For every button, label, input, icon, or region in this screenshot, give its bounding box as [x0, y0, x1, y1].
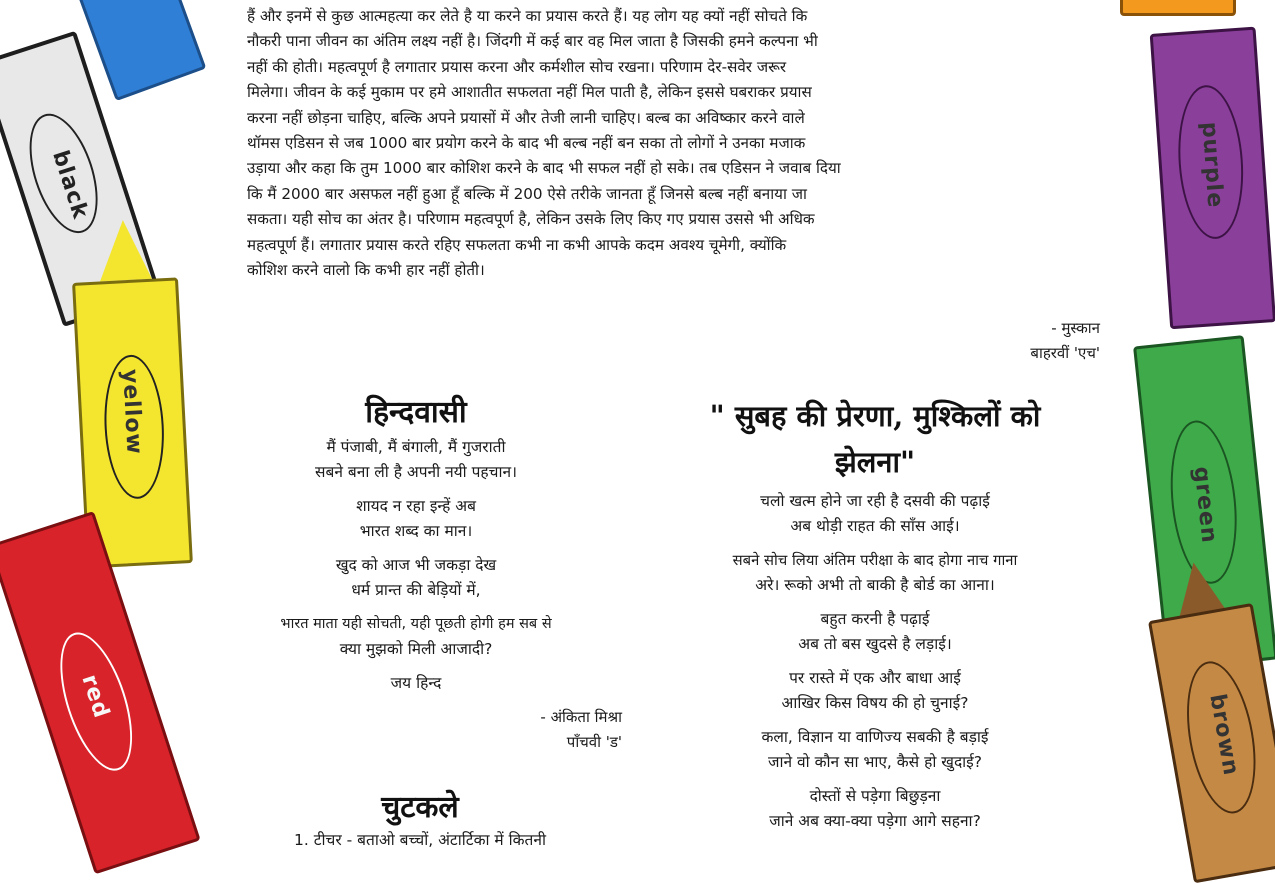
purple-crayon — [1150, 27, 1275, 334]
jokes-title: चुटकले — [381, 790, 459, 825]
purple-crayon-label: purple — [1195, 121, 1227, 210]
yellow-crayon-label: yellow — [116, 367, 147, 455]
article-class: बाहरवीं 'एच' — [1030, 344, 1100, 362]
green-crayon-label: green — [1188, 465, 1222, 545]
brown-crayon — [1146, 592, 1275, 867]
stanza: सबने सोच लिया अंतिम परीक्षा के बाद होगा नाच गाना अरे। रूको अभी तो बाकी है बोर्ड का आना। — [732, 552, 1018, 594]
article-line: सकता। यही सोच का अंतर है। परिणाम महत्वपूर्ण है, लेकिन उसके लिए किए गए प्रयास उससे भी अधिक — [247, 210, 815, 229]
red-crayon-label: red — [76, 671, 114, 722]
poem-class: पाँचवी 'ड' — [566, 733, 622, 751]
article-line: नहीं की होती। महत्वपूर्ण है लगातार प्रयास करना और कर्मशील सोच रखना। परिणाम देर-सवेर जरूर — [247, 57, 787, 76]
stanza: जय हिन्द — [390, 674, 442, 692]
stanza: कला, विज्ञान या वाणिज्य सबकी है बड़ाई जाने वो कौन सा भाए, कैसे हो खुदाई? — [761, 728, 989, 771]
article-line: कोशिश करने वालो कि कभी हार नहीं होती। — [247, 261, 485, 280]
article-line: महत्वपूर्ण हैं। लगातार प्रयास करते रहिए सफलता कभी ना कभी आपके कदम अवश्य चूमेगी, क्योंकि — [247, 235, 787, 254]
article-text — [247, 4, 1111, 283]
stanza: शायद न रहा इन्हें अब भारत शब्द का मान। — [356, 497, 476, 540]
article-byline — [1030, 316, 1100, 366]
stanza: बहुत करनी है पढ़ाई अब तो बस खुदसे है लड़ाई। — [798, 610, 952, 653]
stanza: खुद को आज भी जकड़ा देख धर्म प्रान्त की बेड़ियों में, — [335, 556, 497, 599]
joke-line: 1. टीचर - बताओ बच्चों, अंटार्टिका में कितनी — [294, 831, 546, 849]
article-line: कि मैं 2000 बार असफल नहीं हुआ हूँ बल्कि में 200 ऐसे तरीके जानता हूँ जिनसे बल्ब नहीं बनाया जा — [247, 184, 807, 203]
article-line: मिलेगा। जीवन के कई मुकाम पर हमे आशातीत सफलता नहीं मिल पाती है, लेकिन इससे घबराकर प्रयास — [247, 83, 812, 102]
poem-title: " सुबह की प्रेरणा, मुश्किलों को झेलना" — [709, 399, 1041, 479]
article-line: करना नहीं छोड़ना चाहिए, बल्कि अपने प्रयासों में और तेजी लानी चाहिए। बल्ब का अविष्कार करने वाले — [247, 108, 805, 127]
black-crayon-label: black — [47, 147, 93, 223]
stanza: भारत माता यही सोचती, यही पूछती होगी हम सब से क्या मुझको मिली आजादी? — [280, 616, 552, 658]
poem-author: - अंकिता मिश्रा — [540, 708, 622, 726]
article-author: - मुस्कान — [1051, 319, 1100, 337]
jokes-section — [210, 788, 630, 853]
article-line: थॉमस एडिसन से जब 1000 बार प्रयोग करने के बाद भी बल्ब नहीं बन सका तो लोगों ने उनका मजाक — [247, 134, 806, 153]
article-line: हैं और इनमें से कुछ आत्महत्या कर लेते है या करने का प्रयास करते हैं। यह लोग यह क्यों नहीं सोचते कि — [247, 7, 808, 25]
stanza: दोस्तों से पड़ेगा बिछुड़ना जाने अब क्या-क्या पड़ेगा आगे सहना? — [769, 787, 981, 830]
blue-crayon — [73, 0, 221, 105]
poem-subah-ki-prerna — [636, 393, 1114, 843]
red-crayon — [0, 511, 198, 868]
poem-credit — [200, 705, 632, 755]
stanza: मैं पंजाबी, मैं बंगाली, मैं गुजराती सबने बना ली है अपनी नयी पहचान। — [315, 438, 517, 481]
poem-hindvasi — [200, 393, 632, 755]
poem-title: हिन्दवासी — [365, 395, 467, 430]
brown-crayon-label: brown — [1204, 692, 1244, 779]
orange-crayon — [1120, 0, 1230, 20]
article-line: उड़ाया और कहा कि तुम 1000 बार कोशिश करने के बाद भी सफल नहीं हो सके। तब एडिसन ने जवाब दिया — [247, 159, 841, 178]
stanza: चलो खत्म होने जा रही है दसवी की पढ़ाई अब थोड़ी राहत की साँस आई। — [760, 492, 990, 535]
article-line: नौकरी पाना जीवन का अंतिम लक्ष्य नहीं है। जिंदगी में कई बार वह मिल जाता है जिसकी हमने कल्पना भी — [247, 32, 818, 51]
stanza: पर रास्ते में एक और बाधा आई आखिर किस विषय की हो चुनाई? — [781, 669, 969, 712]
